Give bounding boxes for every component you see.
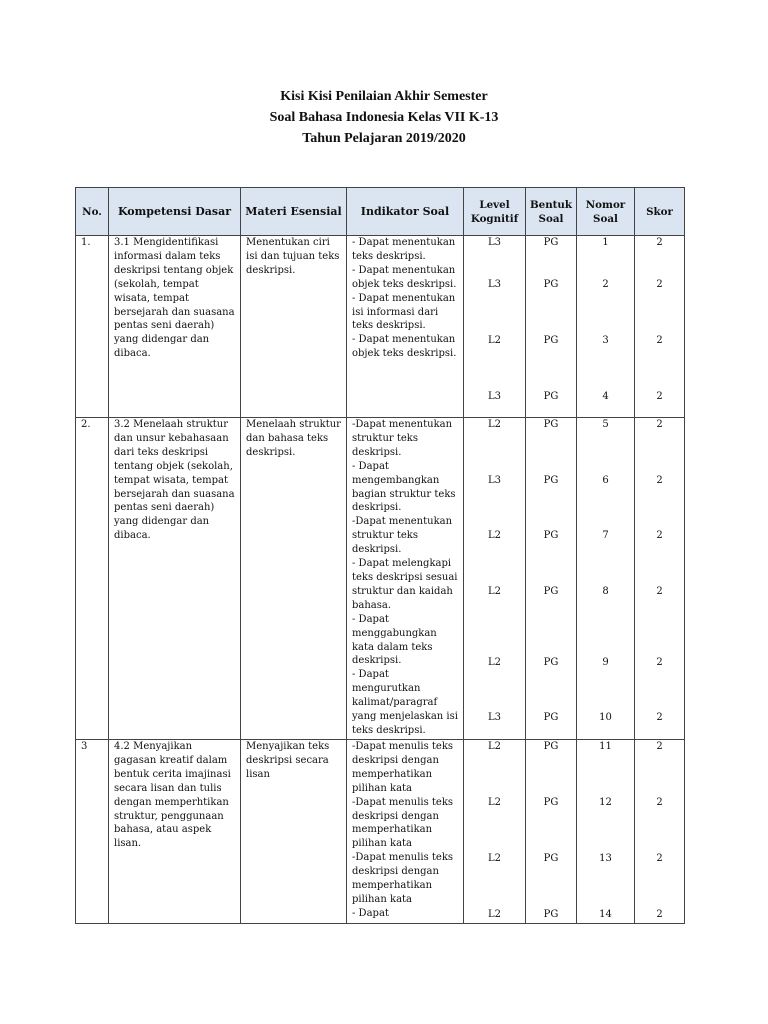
table-row (76, 236, 685, 418)
indikator-item: - Dapat menentukan teks deskripsi. (352, 237, 456, 262)
cell-level (464, 418, 526, 740)
level-value: L2 (487, 797, 501, 808)
bentuk-value: PG (543, 335, 559, 346)
indikator-item: -Dapat menulis teks deskripsi dengan memperhatikan pilihan kata (352, 741, 454, 794)
indikator-item: -Dapat menulis teks deskripsi dengan memperhatikan pilihan kata (352, 852, 454, 905)
nomor-value: 3 (602, 335, 609, 346)
bentuk-value: PG (543, 853, 559, 864)
col-header-materi: Materi Esensial (241, 188, 347, 236)
cell-materi: Menentukan ciri isi dan tujuan teks deskripsi. (241, 236, 347, 418)
level-value: L2 (487, 530, 501, 541)
bentuk-value: PG (543, 279, 559, 290)
level-value: L2 (487, 586, 501, 597)
indikator-item: -Dapat menentukan struktur teks deskripsi. (352, 516, 453, 556)
skor-value: 2 (656, 237, 663, 248)
indikator-item: - Dapat melengkapi teks deskripsi sesuai struktur dan kaidah bahasa. (352, 558, 458, 611)
document-title (0, 86, 768, 149)
nomor-value: 13 (599, 853, 612, 864)
level-value: L3 (487, 712, 501, 723)
bentuk-value: PG (543, 419, 559, 430)
cell-indikator (347, 740, 464, 924)
nomor-value: 14 (599, 909, 612, 920)
bentuk-value: PG (543, 797, 559, 808)
cell-indikator (347, 236, 464, 418)
bentuk-value: PG (543, 586, 559, 597)
cell-bentuk (526, 418, 577, 740)
header-row (76, 188, 685, 236)
indikator-item: -Dapat menulis teks deskripsi dengan memperhatikan pilihan kata (352, 796, 454, 850)
table-row (76, 418, 685, 740)
cell-bentuk (526, 740, 577, 924)
skor-value: 2 (656, 909, 663, 920)
title-line-3: Tahun Pelajaran 2019/2020 (302, 131, 466, 146)
skor-value: 2 (656, 853, 663, 864)
skor-value: 2 (656, 419, 663, 430)
col-header-kompetensi: Kompetensi Dasar (109, 188, 241, 236)
skor-value: 2 (656, 530, 663, 541)
bentuk-value: PG (543, 237, 559, 248)
cell-materi: Menelaah struktur dan bahasa teks deskripsi. (241, 418, 347, 740)
level-value: L2 (487, 741, 501, 752)
cell-no: 3 (76, 740, 109, 924)
title-line-2: Soal Bahasa Indonesia Kelas VII K-13 (269, 110, 499, 125)
level-value: L2 (487, 909, 501, 920)
title-line-1: Kisi Kisi Penilaian Akhir Semester (280, 89, 488, 104)
col-header-level: Level Kognitif (464, 188, 526, 236)
indikator-item: -Dapat menentukan struktur teks deskripsi. (352, 419, 453, 458)
skor-value: 2 (656, 586, 663, 597)
nomor-value: 10 (599, 712, 612, 723)
indikator-item: - Dapat menentukan isi informasi dari teks deskripsi. (352, 292, 456, 332)
indikator-item: - Dapat menentukan objek teks deskripsi. (352, 264, 457, 290)
col-header-skor: Skor (635, 188, 685, 236)
skor-value: 2 (656, 475, 663, 486)
cell-level (464, 740, 526, 924)
nomor-value: 7 (602, 530, 609, 541)
cell-level (464, 236, 526, 418)
skor-value: 2 (656, 657, 663, 668)
cell-skor (635, 418, 685, 740)
bentuk-value: PG (543, 741, 559, 752)
cell-nomor (577, 418, 635, 740)
col-header-no: No. (76, 188, 109, 236)
level-value: L2 (487, 419, 501, 430)
cell-no: 2. (76, 418, 109, 740)
skor-value: 2 (656, 712, 663, 723)
bentuk-value: PG (543, 909, 559, 920)
nomor-value: 12 (599, 797, 612, 808)
cell-nomor (577, 236, 635, 418)
cell-bentuk (526, 236, 577, 418)
indikator-item: - Dapat (352, 907, 389, 919)
bentuk-value: PG (543, 475, 559, 486)
skor-value: 2 (656, 279, 663, 290)
cell-skor (635, 236, 685, 418)
table-row (76, 740, 685, 924)
nomor-value: 2 (602, 279, 609, 290)
level-value: L3 (487, 475, 501, 486)
level-value: L3 (487, 237, 501, 248)
nomor-value: 9 (602, 657, 609, 668)
cell-no: 1. (76, 236, 109, 418)
level-value: L3 (487, 391, 501, 402)
level-value: L2 (487, 657, 501, 668)
bentuk-value: PG (543, 657, 559, 668)
skor-value: 2 (656, 391, 663, 402)
skor-value: 2 (656, 335, 663, 346)
nomor-value: 8 (602, 586, 609, 597)
nomor-value: 1 (602, 237, 609, 248)
indikator-item: - Dapat menggabungkan kata dalam teks deskripsi. (352, 613, 437, 667)
indikator-item: - Dapat mengembangkan bagian struktur teks deskripsi. (352, 460, 456, 514)
cell-kompetensi: 4.2 Menyajikan gagasan kreatif dalam bentuk cerita imajinasi secara lisan dan tulis dengan memperhtikan struktur, penggunaan bahasa, atau aspek lisan. (109, 740, 241, 924)
cell-indikator (347, 418, 464, 740)
bentuk-value: PG (543, 391, 559, 402)
cell-skor (635, 740, 685, 924)
col-header-bentuk: Bentuk Soal (526, 188, 577, 236)
level-value: L2 (487, 335, 501, 346)
cell-kompetensi: 3.1 Mengidentifikasi informasi dalam teks deskripsi tentang objek (sekolah, tempat wisata, tempat bersejarah dan suasana pentas seni daerah) yang didengar dan dibaca. (109, 236, 241, 418)
indikator-item: - Dapat mengurutkan kalimat/paragraf yang menjelaskan isi teks deskripsi. (352, 669, 458, 736)
nomor-value: 4 (602, 391, 609, 402)
cell-materi: Menyajikan teks deskripsi secara lisan (241, 740, 347, 924)
bentuk-value: PG (543, 530, 559, 541)
level-value: L2 (487, 853, 501, 864)
col-header-nomor: Nomor Soal (577, 188, 635, 236)
indikator-item: - Dapat menentukan objek teks deskripsi. (352, 334, 457, 360)
nomor-value: 6 (602, 475, 609, 486)
skor-value: 2 (656, 741, 663, 752)
cell-nomor (577, 740, 635, 924)
col-header-indikator: Indikator Soal (347, 188, 464, 236)
skor-value: 2 (656, 797, 663, 808)
nomor-value: 5 (602, 419, 609, 430)
kisi-kisi-table (75, 187, 685, 924)
nomor-value: 11 (599, 741, 612, 752)
bentuk-value: PG (543, 712, 559, 723)
cell-kompetensi: 3.2 Menelaah struktur dan unsur kebahasaan dari teks deskripsi tentang objek (sekolah, tempat wisata, tempat bersejarah dan suasana pentas seni daerah) yang didengar dan dibaca. (109, 418, 241, 740)
level-value: L3 (487, 279, 501, 290)
